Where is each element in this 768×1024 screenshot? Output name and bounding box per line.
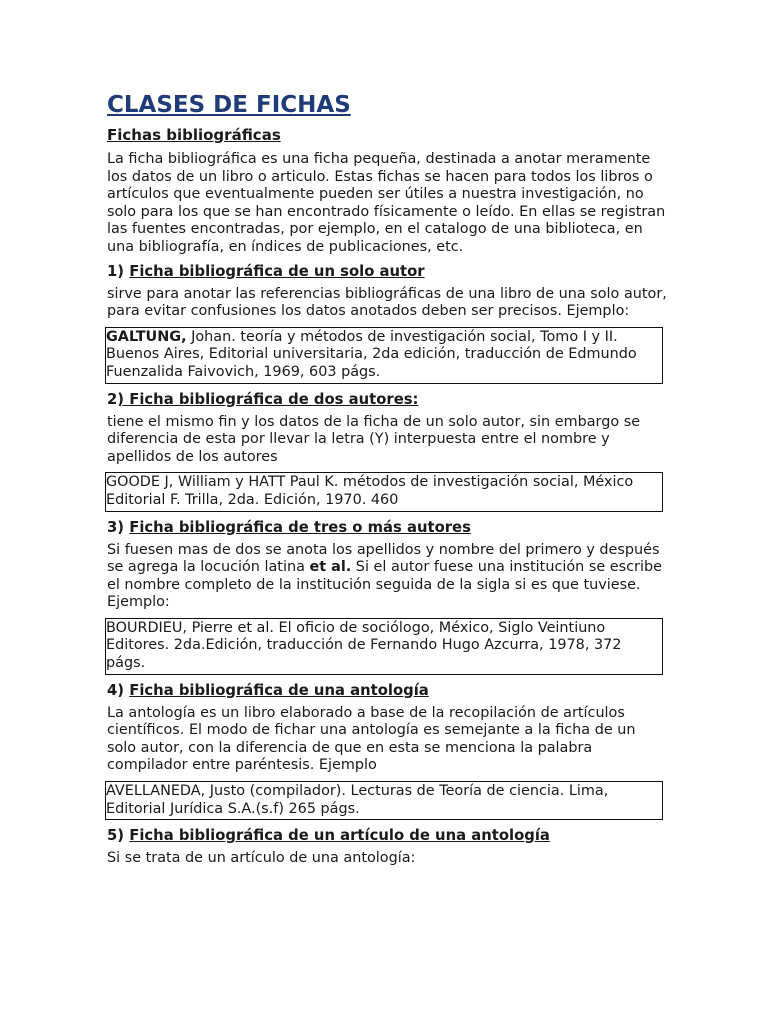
- example-author: GALTUNG,: [106, 328, 187, 345]
- example-box-2: GOODE J, William y HATT Paul K. métodos de investigación social, México Editorial F. Trilla, 2da. Edición, 1970. 460: [105, 472, 663, 511]
- example-box-1: [105, 327, 663, 384]
- heading-text: Ficha bibliográfica de tres o más autores: [129, 518, 471, 536]
- heading-3: [107, 519, 667, 536]
- document-title: CLASES DE FICHAS: [107, 92, 351, 118]
- heading-4: [107, 682, 667, 699]
- example-text: Johan. teoría y métodos de investigación social, Tomo I y II. Buenos Aires, Editorial universitaria, 2da edición, traducción de Edmundo Fuenzalida Faivovich, 1969, 603 págs.: [106, 328, 637, 380]
- paragraph-1: sirve para anotar las referencias bibliográficas de una libro de una solo autor, para evitar confusiones los datos anotados deben ser precisos. Ejemplo:: [107, 285, 667, 320]
- paragraph-text: Si el autor fuese una institución se escribe el nombre completo de la institución seguida de la sigla si es que tuviese. Ejemplo:: [107, 559, 662, 611]
- example-box-3: BOURDIEU, Pierre et al. El oficio de sociólogo, México, Siglo Veintiuno Editores. 2da.Edición, traducción de Fernando Hugo Azcurra, 1978, 372 págs.: [105, 618, 663, 675]
- heading-number: 4): [107, 681, 130, 699]
- paragraph-3: [107, 542, 667, 612]
- heading-text: Ficha bibliográfica de una antología: [129, 681, 429, 699]
- document-page: [107, 92, 667, 874]
- paragraph-text: Si fuesen mas de dos se anota los apellidos y nombre del primero y después se agrega la locución latina: [107, 541, 660, 576]
- heading-text: Ficha bibliográfica de un solo autor: [129, 262, 425, 280]
- example-box-4: AVELLANEDA, Justo (compilador). Lecturas de Teoría de ciencia. Lima, Editorial Jurídica S.A.(s.f) 265 págs.: [105, 781, 663, 820]
- latin-term: et al.: [309, 559, 352, 576]
- paragraph-2: tiene el mismo fin y los datos de la ficha de un solo autor, sin embargo se diferencia de esta por llevar la letra (Y) interpuesta entre el nombre y apellidos de los autores: [107, 413, 641, 465]
- heading-number: 5): [107, 827, 130, 845]
- paragraph-4: La antología es un libro elaborado a base de la recopilación de artículos científicos. El modo de fichar una antología es semejante a la ficha de un solo autor, con la diferencia de que en esta se menciona la palabra compilador entre paréntesis. Ejemplo: [107, 704, 636, 774]
- heading-1: [107, 263, 667, 280]
- heading-2: [107, 391, 667, 408]
- heading-number: 3): [107, 518, 130, 536]
- heading-number: 1): [107, 262, 130, 280]
- intro-paragraph: La ficha bibliográfica es una ficha pequeña, destinada a anotar meramente los datos de un libro o articulo. Estas fichas se hacen para todos los libros o artículos que eventualmente pueden ser útiles a nuestra investigación, no solo para los que se han encontrado físicamente o leído. En ellas se registran las fuentes encontradas, por ejemplo, en el catalogo de una biblioteca, en una bibliografía, en índices de publicaciones, etc.: [107, 151, 666, 255]
- heading-text: Ficha bibliográfica de un artículo de una antología: [129, 827, 550, 845]
- section-subtitle: Fichas bibliográficas: [107, 126, 281, 144]
- paragraph-5: Si se trata de un artículo de una antología:: [107, 850, 416, 867]
- heading-number: 2: [107, 390, 118, 408]
- heading-text: ) Ficha bibliográfica de dos autores:: [117, 390, 419, 408]
- heading-5: [107, 827, 667, 844]
